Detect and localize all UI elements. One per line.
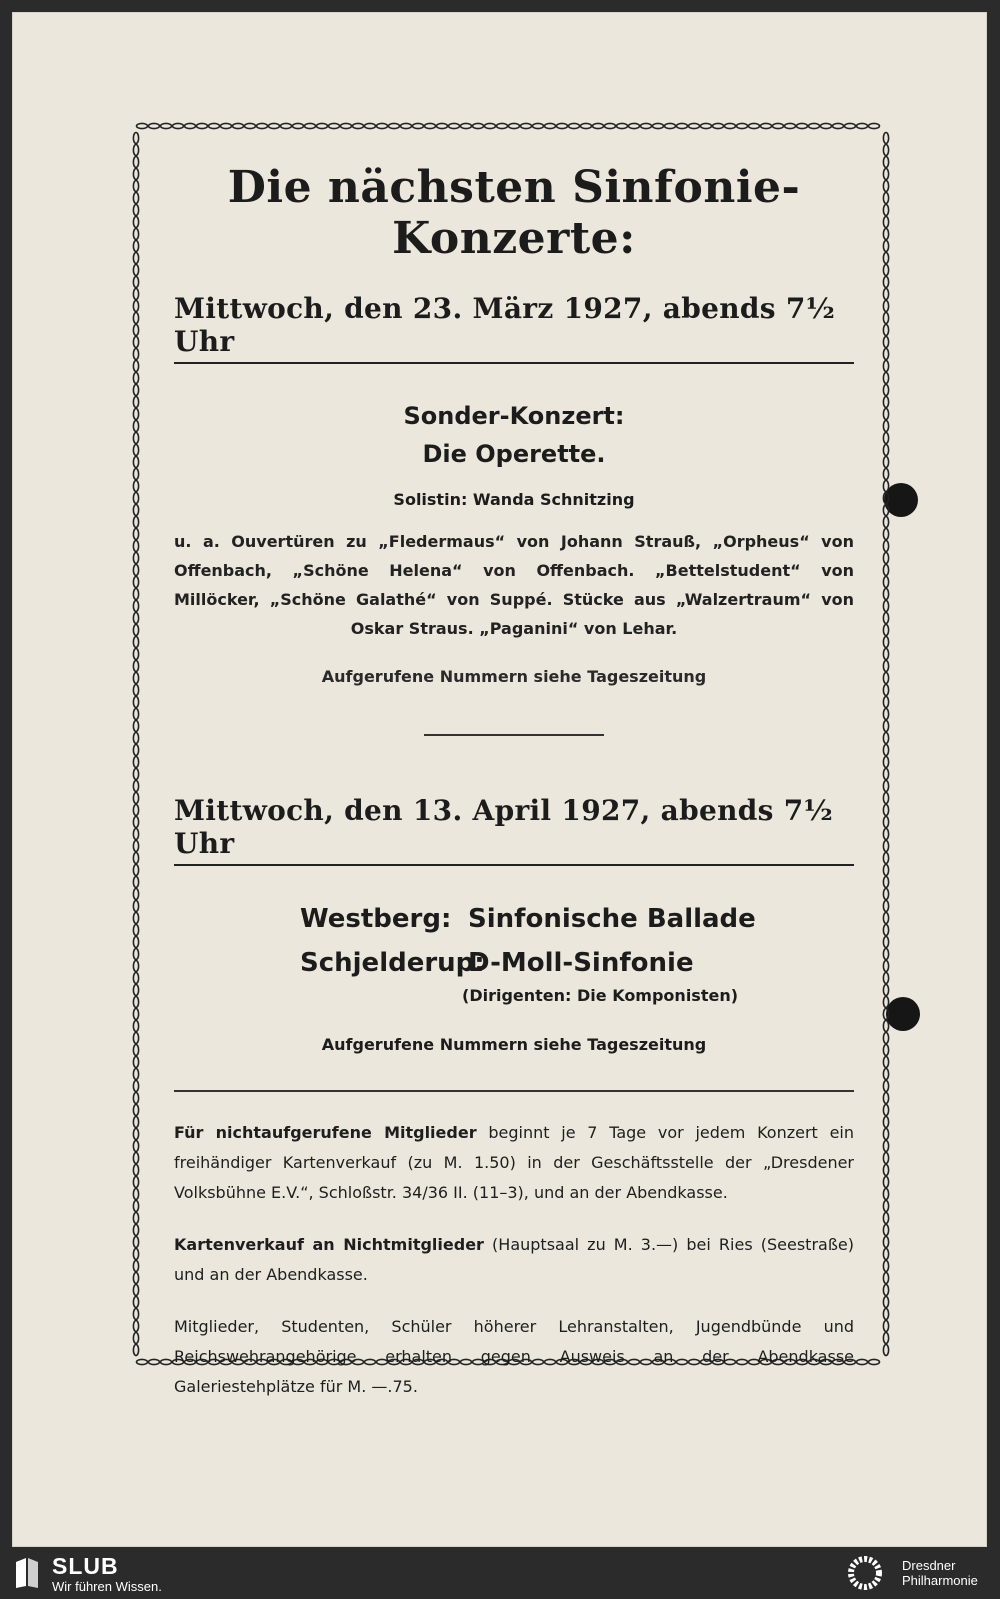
concert1-soloist: Solistin: Wanda Schnitzing xyxy=(393,490,635,509)
partner-name-line2: Philharmonie xyxy=(902,1573,978,1588)
info-discounts: Mitglieder, Studenten, Schüler höherer Lehranstalten, Jugendbünde und Reichswehrangehörige erhalten gegen Ausweis an der Abendkasse Galeriestehplätze für M. —.75. xyxy=(174,1317,854,1396)
slub-name: SLUB xyxy=(52,1553,119,1579)
program-content xyxy=(174,150,854,1402)
section-divider xyxy=(424,734,604,736)
work-title: D-Moll-Sinfonie xyxy=(468,948,694,978)
work-item xyxy=(300,904,854,934)
concert1-theme: Die Operette. xyxy=(422,440,606,468)
philharmonie-logo-icon xyxy=(842,1550,888,1596)
work-title: Sinfonische Ballade xyxy=(468,904,756,934)
info-members-text: beginnt je 7 Tage vor jedem Konzert ein freihändiger Kartenverkauf (zu M. 1.50) in der Geschäftsstelle der „Dresdener Volksbühne E.V.“, Schloßstr. 34/36 II. (11–3), und an der Abendkasse. xyxy=(174,1123,854,1202)
info-members xyxy=(174,1118,854,1208)
work-composer: Westberg: xyxy=(300,904,452,934)
footer-bar xyxy=(0,1547,1000,1599)
slub-logo-icon xyxy=(14,1556,40,1590)
concert1-date: Mittwoch, den 23. März 1927, abends 7½ Uhr xyxy=(174,292,854,364)
info-nonmembers xyxy=(174,1230,854,1290)
partner-name xyxy=(902,1558,978,1588)
info-divider xyxy=(174,1090,854,1092)
work-item xyxy=(300,948,854,978)
info-nonmembers-text: (Hauptsaal zu M. 3.—) bei Ries (Seestraße) und an der Abendkasse. xyxy=(174,1235,854,1284)
concert1-type: Sonder-Konzert: xyxy=(403,402,625,430)
page-title: Die nächsten Sinfonie-Konzerte: xyxy=(227,162,801,264)
concert2-conductors: (Dirigenten: Die Komponisten) xyxy=(462,986,739,1005)
concert2-works xyxy=(300,904,854,978)
concert1-note: Aufgerufene Nummern siehe Tageszeitung xyxy=(321,667,707,686)
partner-name-line1: Dresdner xyxy=(902,1558,956,1573)
concert1-program: u. a. Ouvertüren zu „Fledermaus“ von Johann Strauß, „Orpheus“ von Offenbach, „Schöne Helena“ von Offenbach. „Bettelstudent“ von Millöcker, „Schöne Galathé“ von Suppé. Stücke aus „Walzertraum“ von Oskar Straus. „Paganini“ von Lehar. xyxy=(174,532,854,638)
info-members-lead: Für nichtaufgerufene Mitglieder xyxy=(174,1123,477,1142)
work-composer: Schjelderup: xyxy=(300,948,485,978)
slub-tagline: Wir führen Wissen. xyxy=(52,1579,162,1594)
info-nonmembers-lead: Kartenverkauf an Nichtmitglieder xyxy=(174,1235,484,1254)
concert2-date: Mittwoch, den 13. April 1927, abends 7½ Uhr xyxy=(174,794,854,866)
concert2-note: Aufgerufene Nummern siehe Tageszeitung xyxy=(321,1035,707,1054)
